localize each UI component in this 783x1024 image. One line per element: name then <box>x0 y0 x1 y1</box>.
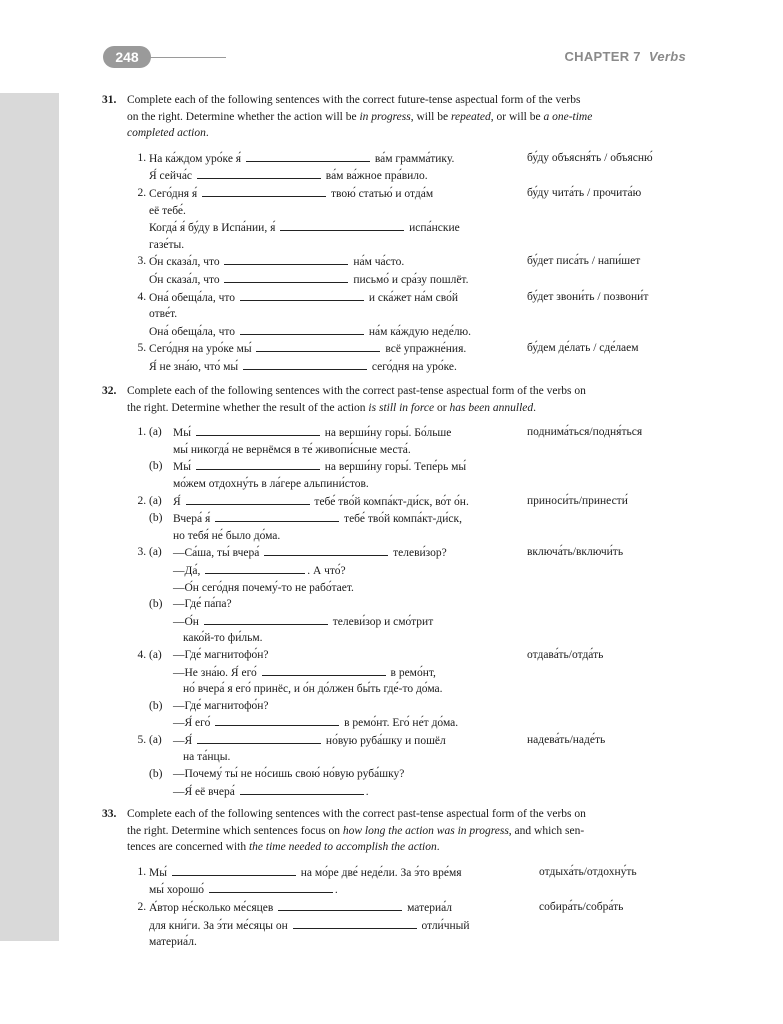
answer-blank[interactable] <box>196 424 320 436</box>
list-item: материа́л. <box>149 936 197 949</box>
exercise-31-items <box>102 150 702 376</box>
answer-blank[interactable] <box>196 458 320 470</box>
exercise-32-items <box>102 424 702 800</box>
answer-blank[interactable] <box>209 881 333 893</box>
exercise-number: 31. <box>102 94 117 106</box>
list-item: на та́нцы. <box>183 751 231 764</box>
answer-blank[interactable] <box>215 714 339 726</box>
exercise-32 <box>102 383 702 800</box>
answer-blank[interactable] <box>243 358 367 370</box>
answer-blank[interactable] <box>205 562 305 574</box>
answer-blank[interactable] <box>262 664 386 676</box>
list-item: 2. Сего́дня я́ твою́ статью́ и отда́м бу́ду чита́ть / прочита́ю <box>137 186 642 200</box>
list-item: О́н сказа́л, что письмо́ и сра́зу пошлёт. <box>102 271 702 289</box>
exercise-31-instruction: 31. Complete each of the following sentences with the correct future-tense aspectual form of the verbs on the right. Determine whether the action will be in progress, will be repeated, or will be a one-time completed action. <box>102 94 593 140</box>
list-item: 4. (a) —Где́ магнитофо́н? отдава́ть/отда́ть <box>137 648 604 661</box>
list-item: мы́ хорошо́ . <box>102 881 702 899</box>
list-item: её тебе́. <box>149 204 186 217</box>
running-head <box>564 49 686 66</box>
list-item: газе́ты. <box>149 238 185 251</box>
answer-blank[interactable] <box>197 167 321 179</box>
list-item: Она́ обеща́ла, что на́м ка́ждую неде́лю. <box>102 323 702 341</box>
answer-blank[interactable] <box>172 864 296 876</box>
list-item: (b) Мы́ на верши́ну горы́. Тепе́рь мы́ <box>149 460 467 474</box>
list-item: —Я́ его́ в ремо́нт. Его́ не́т до́ма. <box>102 714 702 732</box>
list-item: (b) —Где́ па́па? <box>149 598 232 611</box>
exercise-33-instruction: 33. Complete each of the following sentences with the correct past-tense aspectual form of the verbs on the right. Determine which sentences focus on how long the action was in progress, and which sen- tences are concerned with the time needed to accomplish the action. <box>102 808 586 854</box>
header-rule <box>150 57 226 58</box>
list-item: 5. Сего́дня на уро́ке мы́ всё упражне́ния. бу́дем де́лать / сде́лаем <box>137 342 639 356</box>
side-margin-bar <box>0 93 59 941</box>
list-item: 1. Мы́ на мо́ре две́ неде́ли. За э́то вре́мя отдыха́ть/отдохну́ть <box>137 865 637 879</box>
answer-blank[interactable] <box>204 613 328 625</box>
list-item: —Я́ её вчера́ . <box>102 783 702 801</box>
list-item: Я́ сейча́с ва́м ва́жное пра́вило. <box>102 167 702 185</box>
list-item: мо́жем отдохну́ть в ла́гере альпини́стов. <box>173 477 369 490</box>
list-item: 5. (a) —Я́ но́вую руба́шку и пошёл надева́ть/наде́ть <box>137 733 606 747</box>
answer-blank[interactable] <box>197 732 321 744</box>
answer-blank[interactable] <box>256 340 380 352</box>
answer-blank[interactable] <box>215 510 339 522</box>
answer-blank[interactable] <box>240 289 364 301</box>
list-item: (b) Вчера́ я́ тебе́ тво́й компа́кт-ди́ск, <box>149 512 462 526</box>
answer-blank[interactable] <box>224 253 348 265</box>
list-item: 1. (a) Мы́ на верши́ну горы́. Бо́льше поднима́ться/подня́ться <box>137 426 643 440</box>
list-item: —Не зна́ю. Я́ его́ в ремо́нт, <box>102 664 702 682</box>
answer-blank[interactable] <box>186 493 310 505</box>
answer-blank[interactable] <box>240 783 364 795</box>
exercise-number: 32. <box>102 385 117 397</box>
list-item: для кни́ги. За э́ти ме́сяцы он отли́чный <box>102 917 702 935</box>
answer-blank[interactable] <box>280 219 404 231</box>
answer-blank[interactable] <box>246 150 370 162</box>
list-item: мы́ никогда́ не вернёмся в те́ живопи́сные места́. <box>173 443 411 456</box>
list-item: (b) —Почему́ ты́ не но́сишь свою́ но́вую руба́шку? <box>149 768 405 781</box>
exercise-31 <box>102 92 702 376</box>
answer-blank[interactable] <box>264 544 388 556</box>
chapter-label: CHAPTER 7 <box>564 49 641 64</box>
answer-blank[interactable] <box>202 185 326 197</box>
list-item: но тебя́ не́ было до́ма. <box>173 529 281 542</box>
answer-blank[interactable] <box>293 917 417 929</box>
list-item: —О́н телеви́зор и смо́трит <box>102 613 702 631</box>
list-item: Когда́ я́ бу́ду в Испа́нии, я́ испа́нские <box>102 219 702 237</box>
answer-blank[interactable] <box>224 271 348 283</box>
section-label: Verbs <box>648 49 686 64</box>
list-item: 1. На ка́ждом уро́ке я́ ва́м грамма́тику. бу́ду объясня́ть / объясню́ <box>137 151 653 165</box>
exercise-33-items <box>102 864 702 951</box>
list-item: 2. (a) Я́ тебе́ тво́й компа́кт-ди́ск, во́т о́н. приноси́ть/принести́ <box>137 494 628 508</box>
exercise-33 <box>102 806 702 951</box>
list-item: 3. (a) —Са́ша, ты́ вчера́ телеви́зор? включа́ть/включи́ть <box>137 546 624 560</box>
list-item: како́й-то фи́льм. <box>183 632 263 645</box>
list-item: 2. А́втор не́сколько ме́сяцев материа́л собира́ть/собра́ть <box>137 900 624 914</box>
list-item: отве́т. <box>149 308 178 321</box>
exercise-number: 33. <box>102 808 117 820</box>
list-item: —Да́, . А что́? <box>102 562 702 580</box>
list-item: —О́н сего́дня почему́-то не рабо́тает. <box>173 581 354 594</box>
list-item: Я́ не зна́ю, что́ мы́ сего́дня на уро́ке. <box>102 358 702 376</box>
list-item: (b) —Где́ магнитофо́н? <box>149 699 269 712</box>
answer-blank[interactable] <box>240 323 364 335</box>
answer-blank[interactable] <box>278 899 402 911</box>
list-item: 3. О́н сказа́л, что на́м ча́сто. бу́дет писа́ть / напи́шет <box>137 255 641 269</box>
list-item: но́ вчера́ я его́ принёс, и о́н до́лжен бы́ть где́-то до́ма. <box>183 683 443 696</box>
page-number-badge: 248 <box>103 46 151 68</box>
exercise-32-instruction: 32. Complete each of the following sentences with the correct past-tense aspectual form of the verbs on the right. Determine whether the result of the action is still in force or has been annulled. <box>102 385 586 414</box>
list-item: 4. Она́ обеща́ла, что и ска́жет на́м сво́й бу́дет звони́ть / позвони́т <box>137 290 649 304</box>
